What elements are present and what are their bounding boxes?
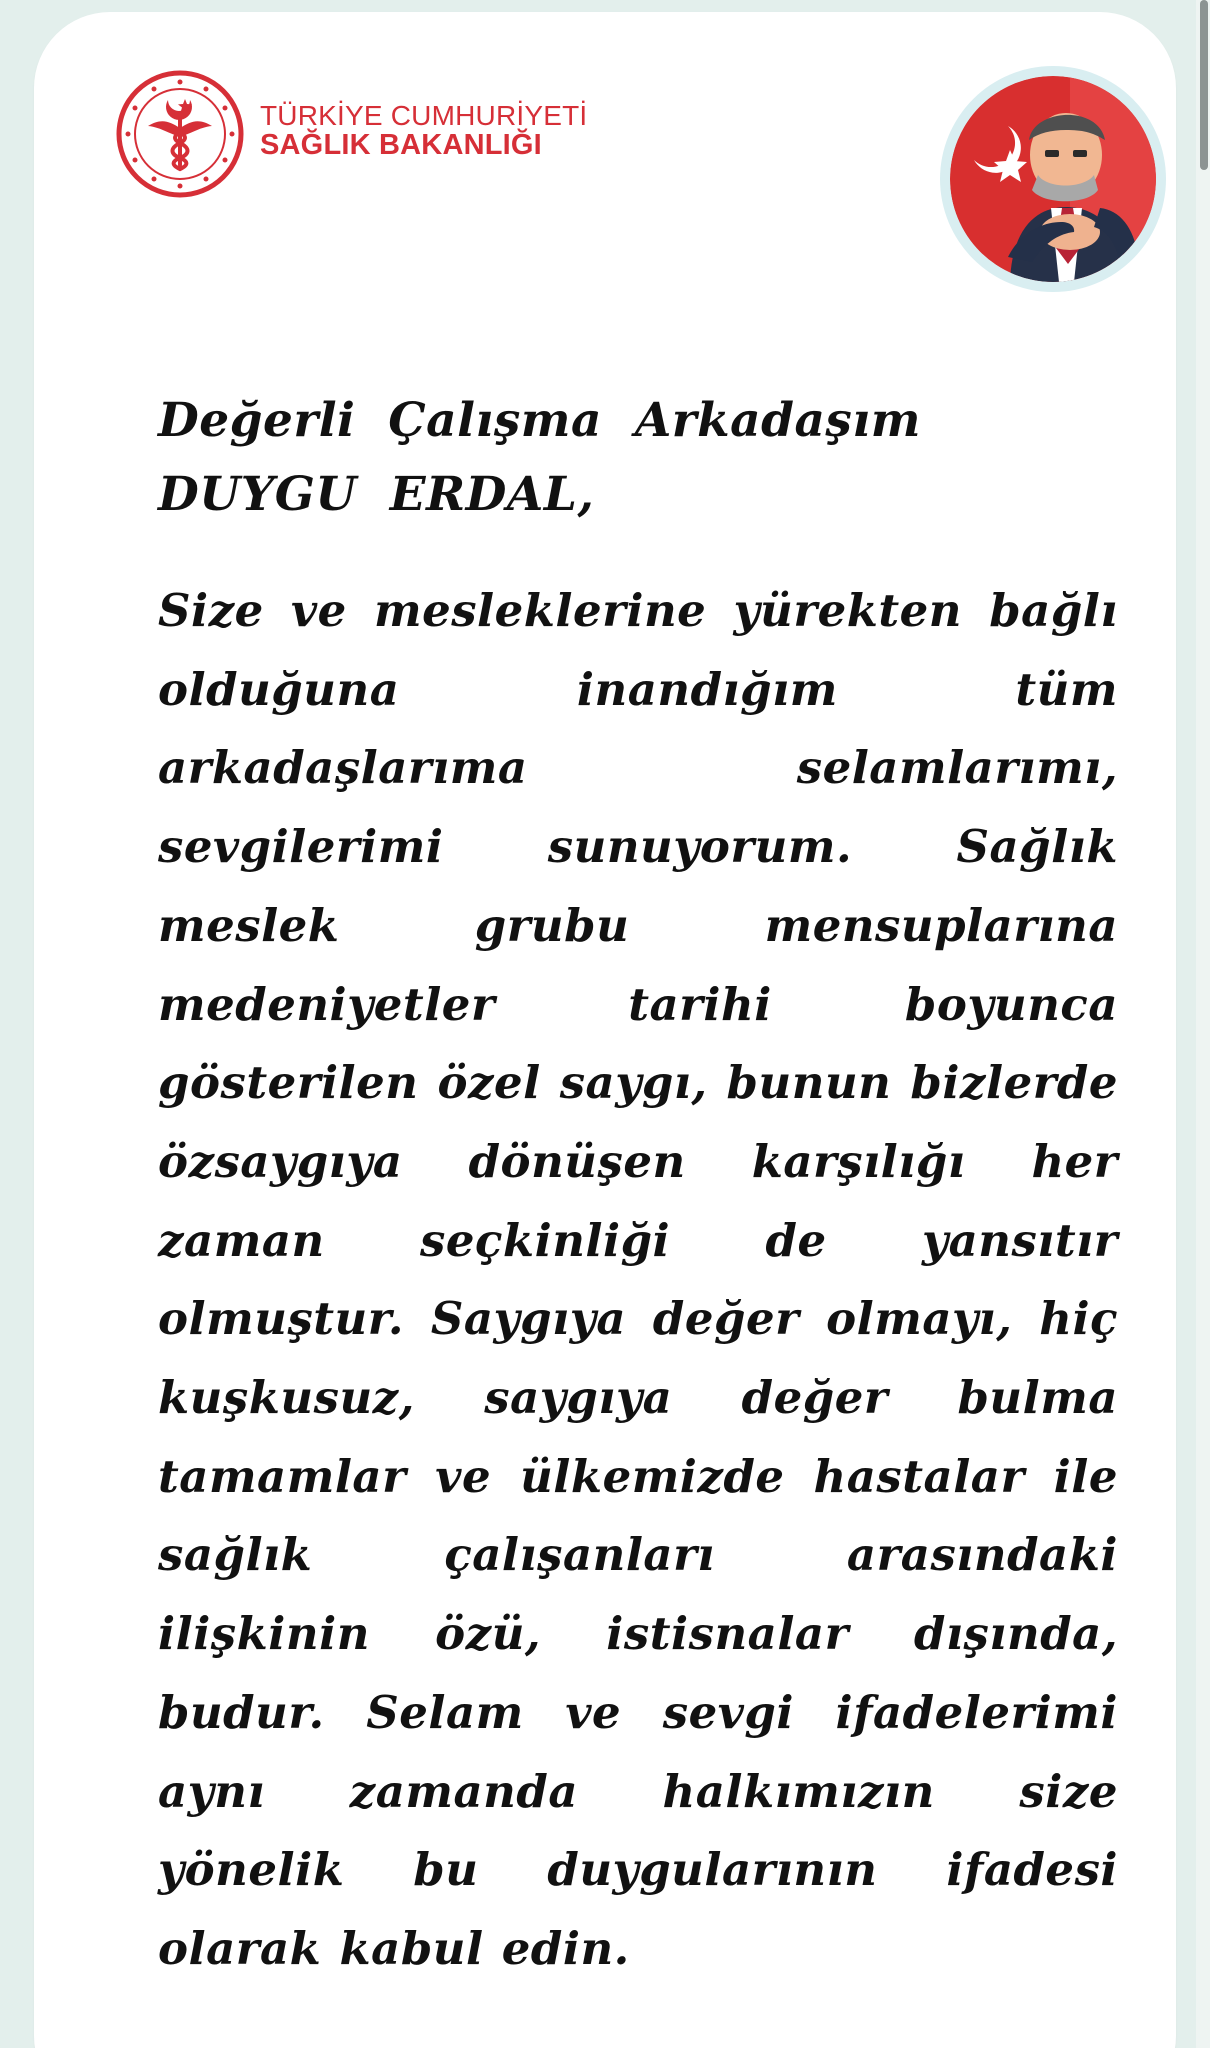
brand-line-1: TÜRKİYE CUMHURİYETİ	[260, 100, 588, 131]
ministry-emblem-icon	[114, 68, 246, 200]
letter-card	[34, 12, 1176, 2048]
vertical-scrollbar[interactable]	[1196, 0, 1210, 2048]
ministry-brand	[260, 102, 587, 160]
letter-content	[158, 384, 1118, 1989]
brand-line-2: SAĞLIK BAKANLIĞI	[260, 128, 542, 161]
scrollbar-thumb[interactable]	[1200, 0, 1208, 170]
portrait-icon	[950, 76, 1156, 282]
letter-body: Size ve mesleklerine yürekten bağlı olduğuna inandığım tüm arkadaşlarıma selamlarımı, sevgilerimi sunuyorum. Sağlık meslek grubu mensuplarına medeniyetler tarihi boyunca gösterilen özel saygı, bunun bizlerde özsaygıya dönüşen karşılığı her zaman seçkinliği de yansıtır olmuştur. Saygıya değer olmayı, hiç kuşkusuz, saygıya değer bulma tamamlar ve ülkemizde hastalar ile sağlık çalışanları arasındaki ilişkinin özü, istisnalar dışında, budur. Selam ve sevgi ifadelerimi aynı zamanda halkımızın size yönelik bu duygularının ifadesi olarak kabul edin.	[158, 584, 1118, 1975]
letter-greeting: Değerli Çalışma Arkadaşım DUYGU ERDAL,	[158, 393, 921, 522]
minister-avatar	[940, 66, 1166, 292]
